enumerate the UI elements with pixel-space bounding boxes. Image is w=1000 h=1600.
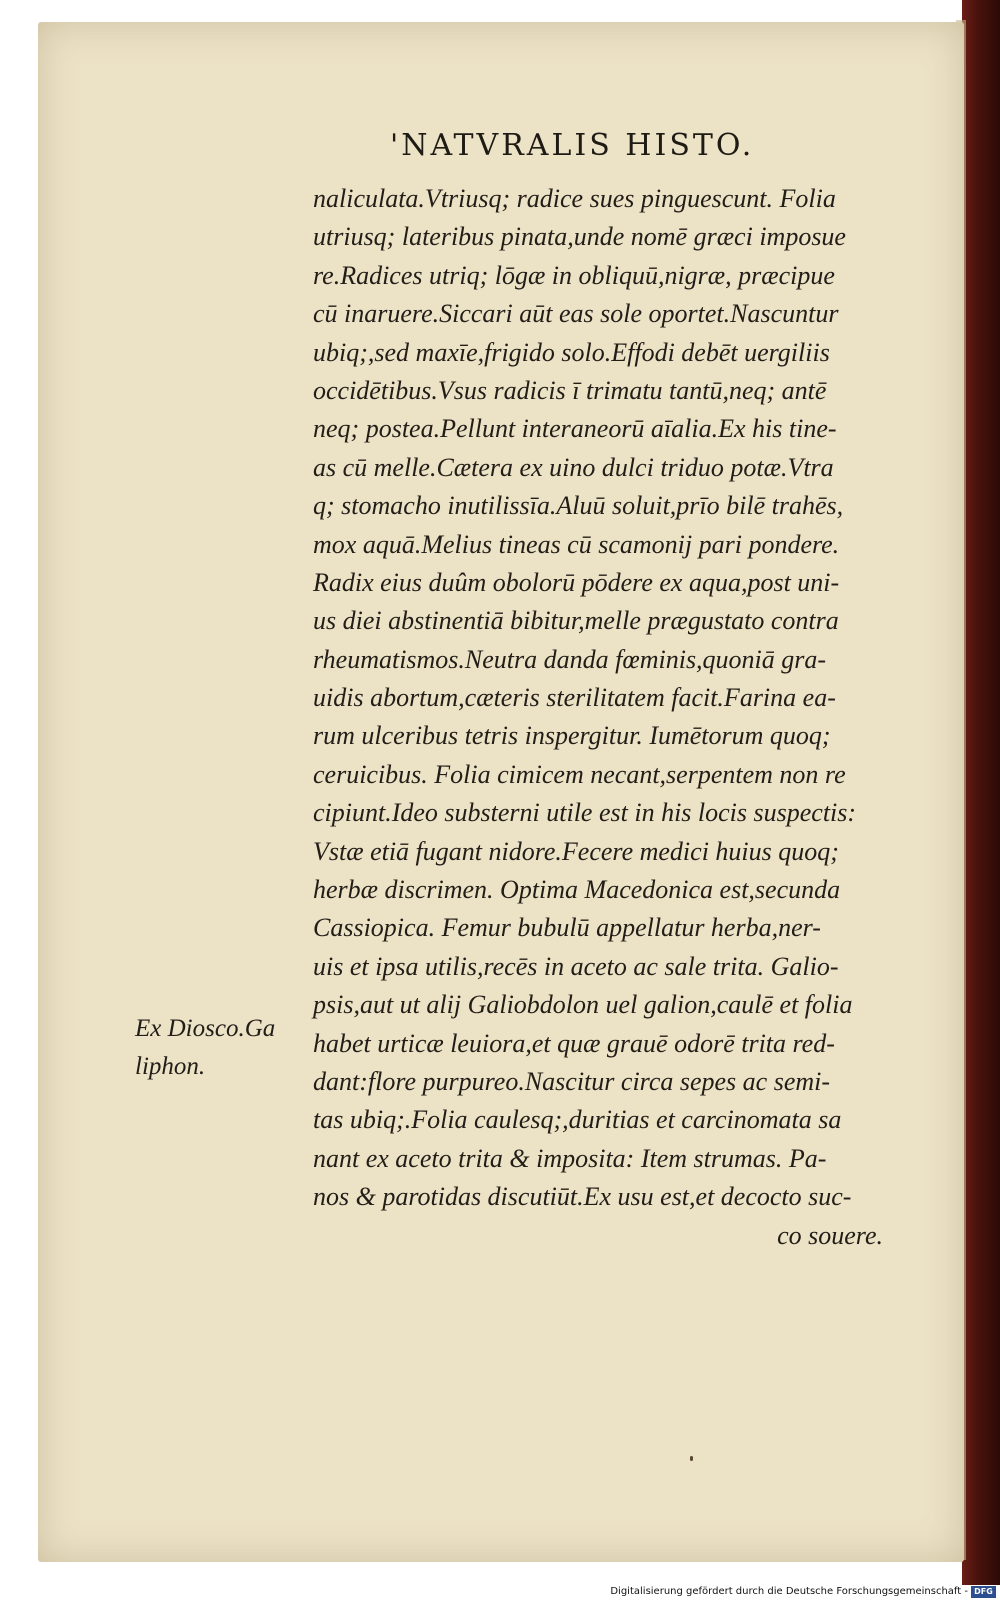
dfg-logo: DFG	[971, 1586, 996, 1598]
text-line: q; stomacho inutilissīa.Aluū soluit,prīo bilē trahēs,	[313, 491, 844, 521]
text-line: us diei abstinentiā bibitur,melle prægustato contra	[313, 606, 839, 636]
text-line: uidis abortum,cæteris sterilitatem facit.Farina ea-	[313, 683, 836, 713]
text-line: mox aquā.Melius tineas cū scamonij pari pondere.	[313, 529, 840, 559]
text-line: cipiunt.Ideo substerni utile est in his locis suspectis:	[313, 798, 857, 828]
running-head: 'NATVRALIS HISTO.	[390, 128, 755, 163]
text-line: rum ulceribus tetris inspergitur. Iumētorum quoq;	[313, 721, 831, 751]
text-line: Cassiopica. Femur bubulū appellatur herba,ner-	[313, 913, 821, 943]
text-line: herbæ discrimen. Optima Macedonica est,secunda	[313, 875, 841, 905]
text-line-last: co souere.	[777, 1220, 883, 1250]
marginal-note	[135, 1010, 305, 1086]
text-line: cū inaruere.Siccari aūt eas sole oportet.Nascuntur	[313, 299, 839, 329]
marginal-note-line: liphon.	[135, 1053, 206, 1080]
text-line: psis,aut ut alij Galiobdolon uel galion,caulē et folia	[313, 990, 853, 1020]
text-line: nos & parotidas discutiūt.Ex usu est,et decocto suc-	[313, 1182, 852, 1212]
text-line: re.Radices utriq; lōgæ in obliquū,nigræ, præcipue	[313, 260, 835, 290]
text-line: utriusq; lateribus pinata,unde nomē græci imposue	[313, 222, 846, 252]
ink-speck	[690, 1456, 693, 1461]
text-line: ubiq;,sed maxīe,frigido solo.Effodi debēt uergiliis	[313, 337, 830, 367]
text-line: Radix eius duûm obolorū pōdere ex aqua,post uni-	[313, 567, 840, 597]
text-line: rheumatismos.Neutra danda fœminis,quoniā gra-	[313, 644, 827, 674]
text-line: nant ex aceto trita & imposita: Item strumas. Pa-	[313, 1143, 827, 1173]
book-binding	[962, 0, 1000, 1585]
digitization-credit: Digitalisierung gefördert durch die Deutsche Forschungsgemeinschaft -	[610, 1586, 968, 1597]
body-text	[313, 180, 913, 1255]
text-line: habet urticæ leuiora,et quæ grauē odorē trita red-	[313, 1028, 835, 1058]
text-line: neq; postea.Pellunt interaneorū aīalia.Ex his tine-	[313, 414, 837, 444]
text-line: Vstæ etiā fugant nidore.Fecere medici huius quoq;	[313, 836, 839, 866]
text-line: occidētibus.Vsus radicis ī trimatu tantū,neq; antē	[313, 375, 827, 405]
text-line: ceruicibus. Folia cimicem necant,serpentem non re	[313, 759, 846, 789]
text-line: dant:flore purpureo.Nascitur circa sepes ac semi-	[313, 1066, 831, 1096]
text-line: uis et ipsa utilis,recēs in aceto ac sale trita. Galio-	[313, 951, 839, 981]
text-line: naliculata.Vtriusq; radice sues pinguescunt. Folia	[313, 184, 836, 213]
text-line: as cū melle.Cætera ex uino dulci triduo potæ.Vtra	[313, 452, 834, 482]
text-line: tas ubiq;.Folia caulesq;,duritias et carcinomata sa	[313, 1105, 842, 1135]
marginal-note-line: Ex Diosco.Ga	[135, 1015, 276, 1042]
